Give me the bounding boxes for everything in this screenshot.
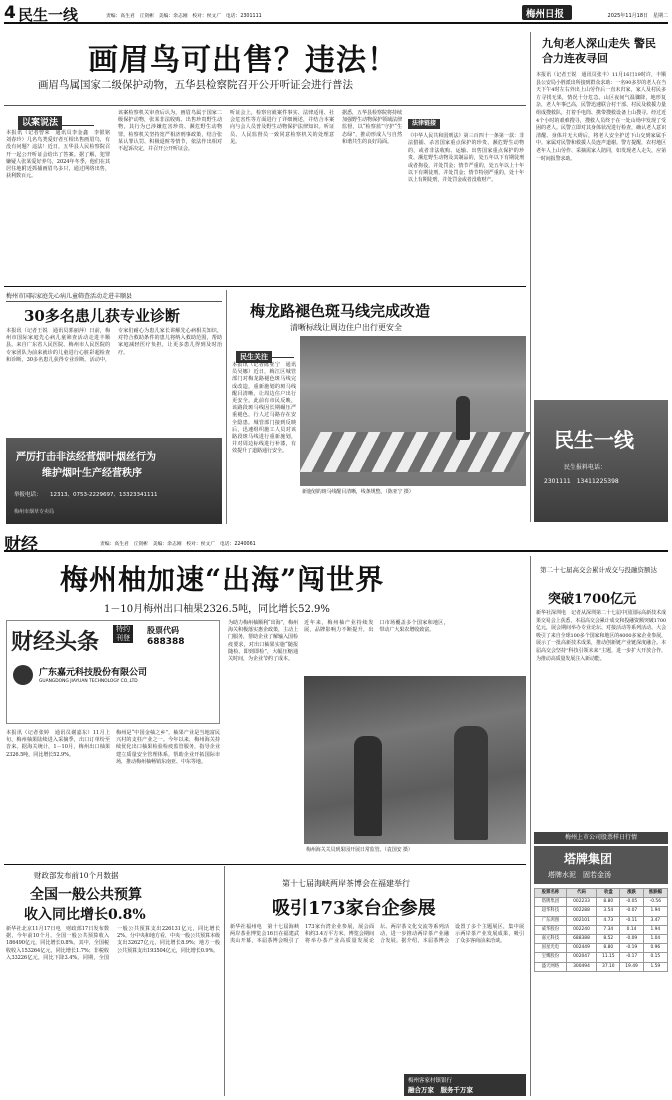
- table-cell: 威华股份: [535, 925, 567, 934]
- top-story-title: 画眉鸟可出售？违法！: [88, 43, 398, 78]
- tobacco-phones: 12313、0753-2229697、13323341111: [50, 492, 158, 498]
- table-cell: -0.07: [620, 907, 643, 916]
- tapai-logo-text: 塔牌集团: [564, 852, 613, 866]
- table-cell: 002101: [566, 916, 596, 925]
- expo-body: 新华社深圳电 记者从深圳第二十七届中国国际高新技术成果交易会上获悉，本届高交会累计成交和投融资额突破1700亿元，展会期间举办专业论坛、对接活动等系列活动。大会吸引了来自全球100多个国家和地区的4000多家企业参展，展示了一批高新技术成果，推动创新链产业链深度融合。本届高交会坚持“科技引领未来”主题，进一步扩大开放合作，为推动高质量发展注入新动能。: [536, 610, 666, 662]
- table-cell: 688388: [566, 935, 596, 944]
- page-header: [4, 4, 668, 24]
- table-row: [535, 898, 668, 907]
- table-cell: 300494: [566, 962, 596, 971]
- table-cell: 8.80: [597, 944, 620, 953]
- issue-date: 2025年11月18日 星期二: [607, 13, 668, 19]
- stock-col-header: 代码: [566, 889, 596, 898]
- table-row: [535, 925, 668, 934]
- table-cell: 1.94: [643, 907, 667, 916]
- table-cell: -0.56: [643, 898, 667, 907]
- expo-title: 突破1700亿元: [548, 592, 637, 607]
- road-title: 梅龙路褪色斑马线完成改造: [250, 302, 431, 320]
- stock-panel: [534, 832, 668, 1096]
- table-cell: 广东鸿图: [535, 916, 567, 925]
- table-cell: 002047: [566, 953, 596, 962]
- minsheng-title: 民生一线: [554, 428, 634, 452]
- table-row: [535, 907, 668, 916]
- pomelo-title: 梅州柚加速“出海”闯世界: [60, 563, 385, 596]
- tapai-logo: [534, 846, 668, 884]
- pomelo-body-2: 梅州是“中国金柚之乡”，柚果产业是当地富民兴村的支柱产业之一。今年以来，梅州海关持续优化出口柚果检验检疫监管服务，指导企业建立质量安全管理体系，帮助企业开拓国际市场，推动梅州柚畅销东南亚、中东等地。: [116, 730, 220, 765]
- table-cell: -0.05: [620, 898, 643, 907]
- right-story-title: 九旬老人深山走失 警民合力连夜寻回: [542, 37, 656, 65]
- table-cell: 1.04: [643, 935, 667, 944]
- table-cell: 1.94: [643, 925, 667, 934]
- table-cell: 盛天网络: [535, 962, 567, 971]
- table-cell: 3.47: [643, 916, 667, 925]
- legal-link-box: [408, 110, 524, 282]
- table-cell: 8.52: [597, 935, 620, 944]
- table-cell: 002240: [566, 925, 596, 934]
- table-row: [535, 935, 668, 944]
- tea-kicker: 第十七届海峡两岸茶博会在福建举行: [282, 879, 410, 888]
- tea-body: 新华社福州电 第十七届海峡两岸茶业博览会16日在福建武夷山开幕，本届茶博会吸引了173家台湾企业参展，展会面积约3.4万平方米。博览会期间将举办茶产业高质量发展论坛、两岸茶文化交流等系列活动，进一步推动两岸茶产业融合发展。据介绍，本届茶博会设置了多个主题展区，集中展示两岸茶产业发展成果，吸引了众多客商前来洽谈。: [230, 924, 524, 945]
- stock-code: 688388: [147, 637, 185, 647]
- table-cell: 4.73: [597, 916, 620, 925]
- company-ad-sub: 特约刊登: [113, 625, 133, 643]
- table-cell: 1.59: [643, 962, 667, 971]
- table-cell: 宝鹰股份: [535, 953, 567, 962]
- table-row: [535, 953, 668, 962]
- road-kicker-label: 民生关注: [236, 351, 272, 363]
- company-logo: [13, 665, 33, 685]
- bank-ad: [404, 1074, 526, 1096]
- road-caption: 新施划的斑马线醒目清晰，线条规整。（陈亚宁 摄）: [302, 489, 414, 495]
- editor-line: 责编：高生君 丘剑彬 美编：余志刚 校对：侯文广 电话：2301111: [106, 14, 262, 19]
- minsheng-hotline-label: 民生报料电话：: [564, 464, 607, 471]
- stock-table: [534, 888, 668, 972]
- table-cell: -0.09: [620, 935, 643, 944]
- law-kicker: [18, 110, 94, 126]
- tapai-logo-sub: 塔牌水泥 固若金汤: [548, 871, 611, 879]
- table-cell: -0.11: [620, 916, 643, 925]
- photo-pedestrian: [456, 396, 470, 440]
- top-story-headline: [4, 32, 526, 106]
- legal-link-title: 法律链接: [408, 119, 440, 129]
- hospital-strip: 梅州市国际家庭先心病儿童筛查活动走进丰顺县: [6, 292, 222, 302]
- table-cell: 国星光电: [535, 944, 567, 953]
- stock-table-title: 梅州上市公司股票样日行情: [534, 832, 668, 844]
- top-story-col2: 该案检察机关审查后认为，画眉鸟属于国家二级保护动物，张某非法收购、出售珍贵野生动物，其行为已涉嫌危害珍贵、濒危野生动物罪。检察机关坚持宽严相济刑事政策，结合张某认罪认罚、积极退赃等情节，依法作出相对不起诉决定，并召开公开听证会。: [118, 110, 222, 153]
- stock-col-header: 收盘: [597, 889, 620, 898]
- pomelo-body-3: 为助力梅州柚顺利“出海”，梅州海关积极落实惠企政策，主动上门服务，帮助企业了解输入国检疫要求，对出口柚果实施“随报随检、即到即检”，大幅压缩通关时间，为企业节约了成本。: [228, 620, 298, 663]
- road-kicker: [236, 344, 294, 361]
- tobacco-ad: [6, 438, 222, 524]
- paper-name: 梅州日报: [526, 9, 565, 20]
- road-subtitle: 清晰标线让周边住户出行更安全: [290, 323, 402, 332]
- photo-trees: [300, 336, 526, 386]
- top-story-col4: 据悉，五华县检察院将持续加强野生动物保护领域法律监督，以“检察蓝”守护“生态绿”，推动形成人与自然和谐共生的良好局面。: [342, 110, 402, 145]
- bank-name: 梅州客家村镇银行: [408, 1078, 453, 1084]
- fiscal-body: 新华社北京11月17日电 财政部17日发布数据，今年前10个月，全国一般公共预算收入186490亿元，同比增长0.8%。其中，全国税收收入153264亿元，同比增长1.7%；非税收入33226亿元，同比下降3.4%。同期，全国一般公共预算支出226131亿元，同比增长2%。分中央和地方看，中央一般公共预算本级支出32627亿元，同比增长8.9%；地方一般公共预算支出193504亿元，同比增长0.9%。: [6, 926, 220, 961]
- paper-logo: [522, 5, 572, 20]
- table-cell: 002288: [566, 907, 596, 916]
- expo-kicker: 第二十七届高交会累计成交与投融资额达: [540, 566, 657, 574]
- minsheng-ad: [534, 400, 668, 522]
- top-story-subtitle: 画眉鸟属国家二级保护动物，五华县检察院召开公开听证会进行普法: [38, 79, 353, 91]
- table-cell: 超华科技: [535, 907, 567, 916]
- company-ad: [6, 620, 220, 724]
- table-cell: 002449: [566, 944, 596, 953]
- page-number: 4: [4, 3, 16, 23]
- tobacco-org: 梅州市烟草专卖局: [14, 509, 55, 515]
- table-row: [535, 916, 668, 925]
- road-body-2: [302, 500, 524, 522]
- table-cell: -0.17: [620, 953, 643, 962]
- table-cell: 7.34: [597, 925, 620, 934]
- stock-col-header: 涨跌幅: [643, 889, 667, 898]
- minsheng-hotline: 2301111 13411225398: [544, 478, 619, 485]
- section-title: 民生一线: [18, 6, 79, 24]
- stock-table-header: [535, 889, 668, 898]
- bank-slogan: 融合万家 服务千万家: [408, 1086, 473, 1094]
- tobacco-line1: 严厉打击非法经营烟叶烟丝行为: [16, 452, 156, 463]
- fiscal-title-1: 全国一般公共预算: [30, 887, 142, 903]
- fiscal-title-2: 收入同比增长0.8%: [24, 907, 146, 923]
- legal-link-text: 《中华人民共和国刑法》第三百四十一条第一款：非法猎捕、杀害国家重点保护的珍贵、濒危野生动物的，或者非法收购、运输、出售国家重点保护的珍贵、濒危野生动物及其制品的，处五年以下有期徒刑或者拘役，并处罚金；情节严重的，处五年以上十年以下有期徒刑，并处罚金；情节特别严重的，处十年以上有期徒刑，并处罚金或者没收财产。: [408, 133, 524, 184]
- pomelo-subtitle: 1－10月梅州出口柚果2326.5吨，同比增长52.9%: [104, 604, 330, 615]
- company-ad-label: 财经头条: [11, 629, 100, 655]
- tobacco-line2: 维护烟叶生产经营秩序: [42, 468, 142, 479]
- hospital-body: 本报讯（记者王锐 通讯员郭丽萍）日前，梅州市国际家庭先心病儿童筛查活动走进丰顺县。来自广东省人民医院、梅州市人民医院的专家团队为前来就诊的儿童进行心脏彩超检查和诊断，30多名患儿获得专业诊断。活动中，专家们耐心为患儿家长讲解先心病相关知识，对符合救助条件的患儿将纳入救助范围，帮助家庭减轻医疗负担，让更多患儿得到及时治疗。: [6, 328, 222, 363]
- law-kicker-label: 以案说法: [18, 116, 62, 130]
- stock-code-label: 股票代码: [147, 626, 179, 635]
- table-cell: 0.96: [643, 944, 667, 953]
- road-body: 本报讯（记者陈亚宁 通讯员吴娜）近日，梅江区城管部门对梅龙路褪色斑马线完成改造，重新施划的斑马线醒目清晰，让周边住户出行更安全。此前有市民反映，该路段斑马线因长期碾压严重褪色，行人过马路存在安全隐患。城管部门接到反映后，迅速组织施工人员对该路段斑马线进行重新施划，并对周边标线进行补漆，有效提升了道路通行安全。: [232, 362, 296, 455]
- photo-person-1: [354, 736, 382, 836]
- finance-section-title: 财经: [4, 535, 38, 555]
- table-cell: 37.10: [597, 962, 620, 971]
- right-story-body: 本报讯（记者王锐 通讯员张丰）11月16日19时许，丰顺县公安局小胜派出所接到群众求助：一名90多岁的老人在当天下午4时左右外出上山劳作后一直未归家，家人及村民多方寻找无果，情况十分危急。山区夜间气温骤降，地形复杂，老人年事已高，民警迅速联合村干部、村民及救援力量组成搜救队，打着手电筒、携带搜救设备上山搜寻。经过近4个小时的艰难搜寻，搜救人员终于在一处山坳中发现了受困的老人。民警立即对其身体状况进行检查，确认老人意识清醒、身体并无大碍后，将老人安全护送下山交到家属手中。家属对民警和救援人员连声道谢。警方提醒，农村地区老年人上山劳作、采摘需家人陪同，如发现老人走失，应第一时间报警求助。: [536, 72, 666, 162]
- finance-editor-line: 责编：高生君 丘剑彬 美编：余志刚 校对：侯文广 电话：2240061: [100, 542, 256, 547]
- fiscal-kicker: 财政部发布前10个月数据: [34, 871, 119, 880]
- stock-col-header: 涨跌: [620, 889, 643, 898]
- table-cell: 0.15: [643, 953, 667, 962]
- stock-col-header: 股票名称: [535, 889, 567, 898]
- table-cell: 0.14: [620, 925, 643, 934]
- table-cell: 塔牌集团: [535, 898, 567, 907]
- top-story-col1: 本报讯（记者曾荣 通讯员李金鑫 李银铭 刘春玲）几名鸟类爱好者互相出售画眉鸟，有没有问题？违法！近日，五华县人民检察院召开一起公开听证会给出了答案。据了解，犯罪嫌疑人张某爱好养鸟，2024年冬季，他们在其居住地附近抓捕画眉鸟多只，通过网络出售，获利数百元。: [6, 130, 115, 180]
- hospital-title: 30多名患儿获专业诊断: [24, 307, 180, 325]
- table-row: [535, 944, 668, 953]
- table-cell: 嘉元科技: [535, 935, 567, 944]
- orchard-photo: [304, 676, 526, 844]
- pomelo-caption: 梅州海关关员到果园开展日常监管。（袁国安 摄）: [306, 847, 413, 853]
- table-row: [535, 962, 668, 971]
- pomelo-body-4: 近年来，梅州柚产业持续发展，品牌影响力不断提升，出口市场覆盖多个国家和地区，带动广大果农增收致富。: [304, 620, 449, 634]
- table-cell: 002233: [566, 898, 596, 907]
- table-cell: 3.54: [597, 907, 620, 916]
- table-cell: -0.19: [620, 944, 643, 953]
- pomelo-body-1: 本报讯（记者张婷 通讯员谢嘉东）11月上旬，梅州柚果陆续进入采摘季，出口订单纷至沓来。据海关统计，1－10月，梅州出口柚果2326.5吨，同比增长52.9%。: [6, 730, 110, 758]
- stock-table-wrap: [534, 888, 668, 972]
- company-name-en: GUANGDONG JIAYUAN TECHNOLOGY CO.,LTD: [39, 679, 138, 684]
- tobacco-phone-label: 举报电话：: [14, 492, 42, 498]
- crosswalk-photo: [300, 336, 526, 486]
- finance-header: [4, 530, 668, 555]
- table-cell: 11.15: [597, 953, 620, 962]
- table-cell: 8.80: [597, 898, 620, 907]
- company-name: 广东嘉元科技股份有限公司: [39, 668, 148, 678]
- photo-person-2: [454, 726, 488, 840]
- table-cell: 19.49: [620, 962, 643, 971]
- top-story-col3: 听证会上，检察官就案件事实、法律适用、社会危害性等方面进行了详细阐述，并结合本案向与会人员普及野生动物保护法律知识。听证员、人民监督员一致同意检察机关的处理意见。: [230, 110, 334, 145]
- stock-table-body: [535, 898, 668, 972]
- photo-zebra: [299, 432, 530, 472]
- tea-title: 吸引173家台企参展: [272, 898, 436, 919]
